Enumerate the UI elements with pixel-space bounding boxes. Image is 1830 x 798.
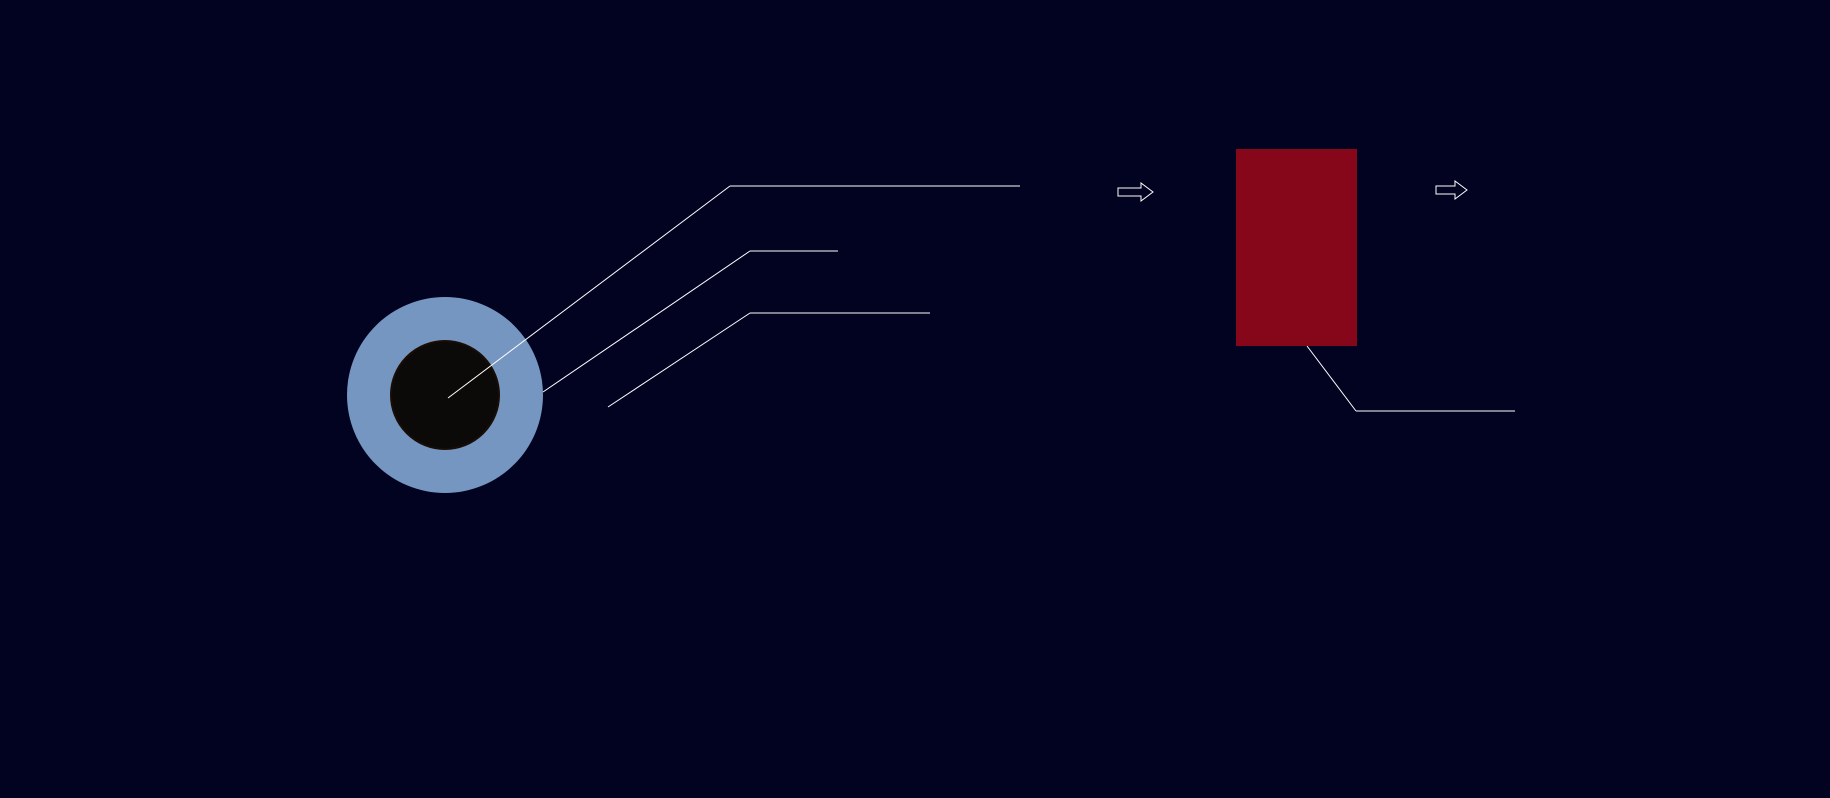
arrow-600-icon	[1436, 181, 1467, 199]
leader-transition-diag	[448, 186, 730, 398]
arrow-300-icon	[1118, 183, 1153, 201]
conductor-block	[1236, 149, 1357, 346]
leader-conductor	[1307, 346, 1356, 411]
leader-field-diag	[608, 313, 750, 407]
leader-planet-diag	[543, 251, 750, 392]
